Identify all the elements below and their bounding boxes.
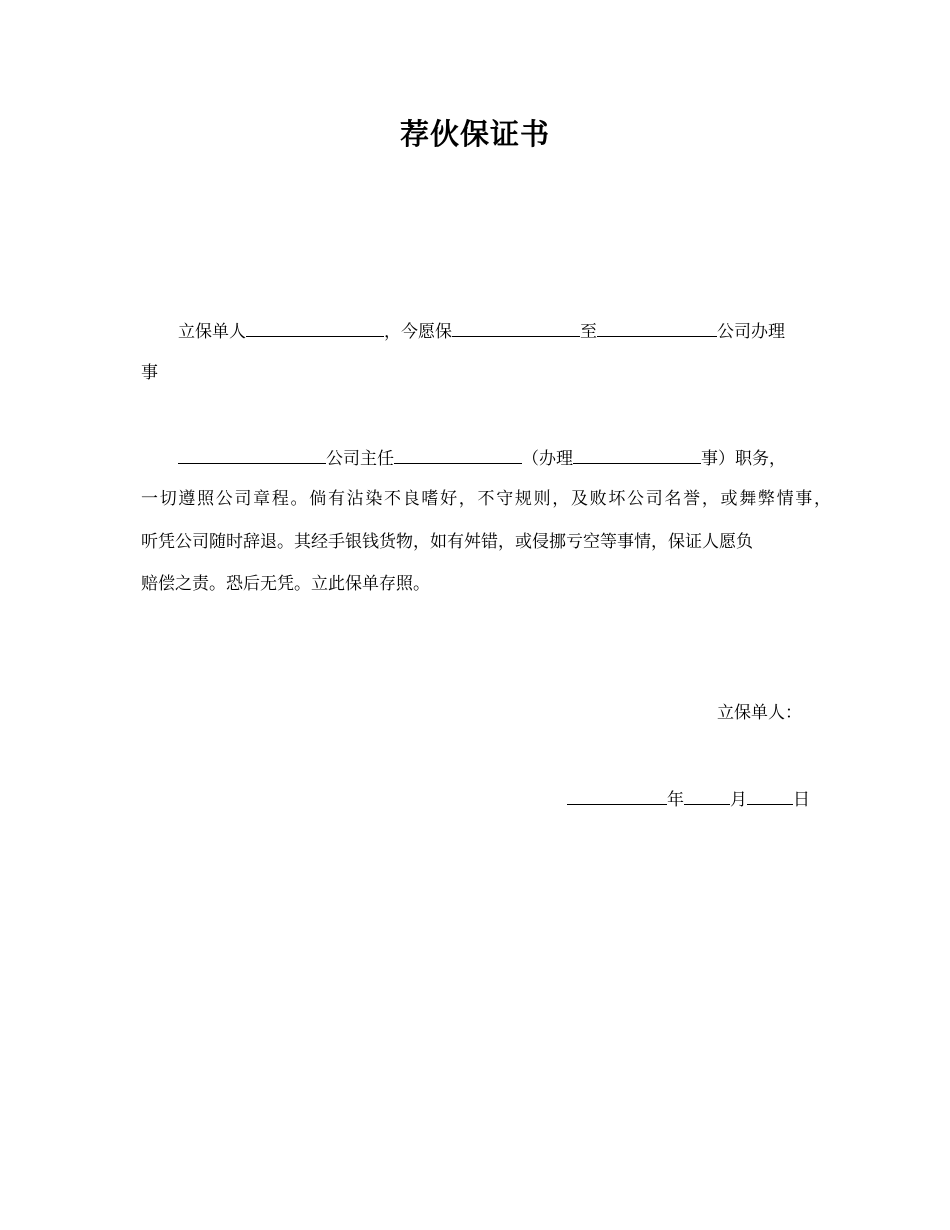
date-line bbox=[567, 786, 810, 812]
text-company-handle: 公司办理 bbox=[717, 322, 785, 342]
signature-label: 立保单人： bbox=[717, 703, 802, 723]
text-to: 至 bbox=[580, 322, 597, 342]
company-name-blank[interactable] bbox=[597, 318, 717, 337]
document-title: 荐伙保证书 bbox=[399, 117, 550, 151]
text-duty-position: 事）职务， bbox=[701, 449, 786, 469]
guaranteed-person-blank[interactable] bbox=[452, 318, 580, 337]
paragraph-line-5: 听凭公司随时辞退。其经手银钱货物，如有舛错，或侵挪亏空等事情，保证人愿负 bbox=[141, 532, 753, 552]
paragraph-line-2: 事 bbox=[141, 363, 158, 383]
paragraph-line-3 bbox=[178, 445, 786, 471]
text-willing-to-guarantee: ，今愿保 bbox=[384, 322, 452, 342]
year-label: 年 bbox=[667, 790, 684, 810]
year-blank[interactable] bbox=[567, 786, 667, 805]
month-blank[interactable] bbox=[684, 786, 730, 805]
day-label: 日 bbox=[793, 790, 810, 810]
text-handling: （办理 bbox=[522, 449, 573, 469]
paragraph-line-4: 一切遵照公司章程。倘有沾染不良嗜好，不守规则，及败坏公司名誉，或舞弊情事， bbox=[141, 489, 831, 509]
month-label: 月 bbox=[730, 790, 747, 810]
director-blank[interactable] bbox=[394, 445, 522, 464]
paragraph-line-6: 赔偿之责。恐后无凭。立此保单存照。 bbox=[141, 574, 430, 594]
paragraph-line-1 bbox=[178, 318, 785, 344]
text-guarantor-label: 立保单人 bbox=[178, 322, 246, 342]
guarantor-name-blank[interactable] bbox=[246, 318, 384, 337]
company-blank-2[interactable] bbox=[178, 445, 326, 464]
day-blank[interactable] bbox=[747, 786, 793, 805]
text-company-director: 公司主任 bbox=[326, 449, 394, 469]
duty-blank[interactable] bbox=[573, 445, 701, 464]
